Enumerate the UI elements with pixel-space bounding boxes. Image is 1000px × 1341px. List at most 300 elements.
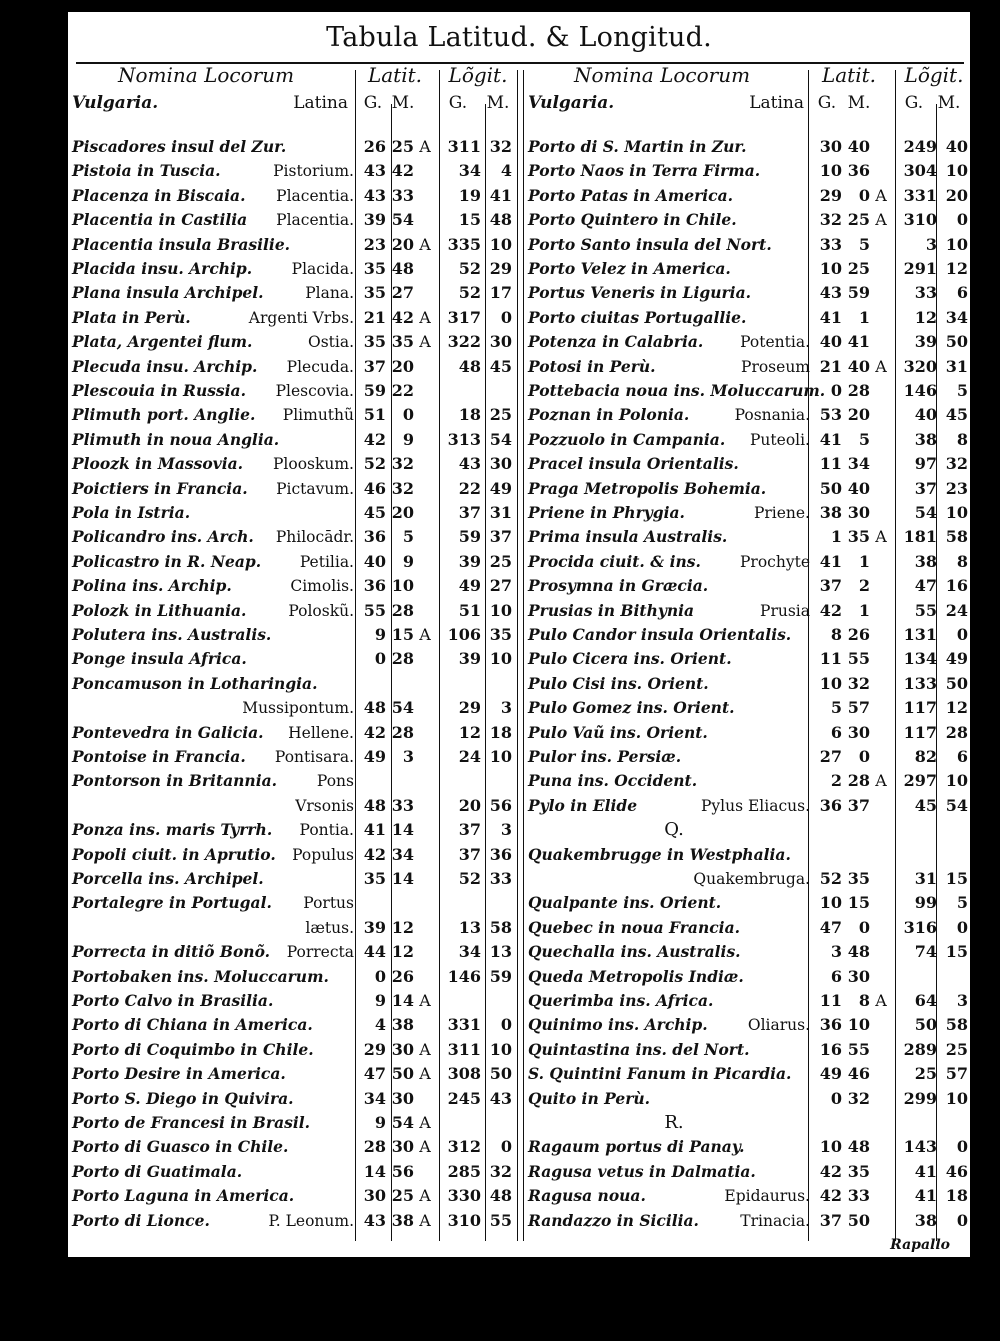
- latitude-minutes: 37: [847, 795, 870, 815]
- longitude-minutes: 10: [945, 771, 968, 791]
- latin-name: Posnania.: [734, 406, 810, 425]
- longitude-degrees: 304: [903, 161, 937, 181]
- latitude-minutes: 14: [391, 820, 414, 840]
- austral-mark: [414, 891, 436, 915]
- longitude-minutes: [484, 891, 512, 915]
- vulgar-name: Ponza ins. maris Tyrrh.: [72, 820, 273, 840]
- latin-name: Plooskum.: [272, 455, 354, 474]
- vulgar-name: Pulo Vaũ ins. Orient.: [528, 722, 708, 742]
- austral-mark: A: [875, 991, 887, 1010]
- latin-name: Mussipontum.: [242, 699, 354, 718]
- austral-mark: [870, 1013, 892, 1037]
- table-row: [524, 208, 970, 232]
- table-row: [524, 1038, 970, 1062]
- table-row: [68, 428, 518, 452]
- longitude-minutes: 58: [945, 527, 968, 547]
- longitude-minutes: 10: [489, 747, 512, 766]
- longitude-degrees: 39: [458, 551, 481, 571]
- latina-header-right: Latina: [749, 93, 804, 113]
- austral-mark: A: [419, 1137, 431, 1157]
- table-row: [68, 257, 518, 281]
- longitude-minutes: 4: [500, 161, 512, 181]
- latin-name: lætus.: [305, 918, 354, 937]
- longitude-minutes: 46: [945, 1161, 968, 1181]
- g-header-right-long: G.: [904, 93, 924, 113]
- latitude-minutes: 26: [391, 966, 414, 986]
- vulgar-name: Prima insula Australis.: [528, 527, 728, 547]
- vulgar-name: Querimba ins. Africa.: [528, 991, 714, 1010]
- latitude-degrees: 21: [363, 307, 386, 327]
- table-row: [68, 550, 518, 574]
- latitude-degrees: 29: [363, 1039, 386, 1059]
- longitude-minutes: 10: [945, 234, 968, 254]
- latin-name: [188, 1062, 354, 1086]
- latitude-degrees: 30: [363, 1186, 386, 1206]
- austral-mark: [870, 647, 892, 671]
- vulgar-name: Porto Naos in Terra Firma.: [528, 161, 761, 181]
- longitude-minutes: 25: [489, 405, 512, 425]
- latitude-degrees: 51: [363, 405, 386, 425]
- longitude-minutes: 32: [945, 454, 968, 474]
- latit-header-right: Latit.: [821, 63, 877, 87]
- latitude-minutes: 41: [847, 332, 870, 352]
- latin-name: Plescovia.: [275, 382, 354, 400]
- longitude-degrees: 47: [914, 576, 937, 596]
- latitude-degrees: 41: [819, 551, 842, 571]
- longitude-degrees: [897, 843, 937, 867]
- latitude-minutes: 0: [402, 405, 414, 425]
- latitude-minutes: 32: [391, 454, 414, 474]
- catchword: Rapallo: [890, 1237, 950, 1253]
- table-row: [68, 867, 518, 891]
- latitude-minutes: 35: [847, 527, 870, 547]
- vulgar-name: Pylo in Elide: [528, 795, 638, 815]
- table-row: [524, 403, 970, 427]
- latitude-degrees: 42: [363, 722, 386, 742]
- austral-mark: [414, 696, 436, 720]
- table-row: [68, 281, 518, 305]
- austral-mark: [414, 818, 436, 842]
- austral-mark: A: [875, 356, 887, 376]
- latitude-minutes: [386, 769, 414, 793]
- latitude-degrees: 35: [363, 869, 386, 888]
- m-header-right-long: M.: [937, 93, 961, 113]
- latin-name: Placida.: [291, 260, 354, 278]
- table-row: [68, 599, 518, 623]
- table-row: [524, 428, 970, 452]
- longitude-minutes: 0: [956, 210, 968, 230]
- longitude-degrees: 37: [914, 478, 937, 498]
- latitude-minutes: 59: [847, 283, 870, 303]
- latitude-degrees: [358, 891, 386, 915]
- latin-name: [644, 477, 810, 501]
- latin-name: Pylus Eliacus.: [700, 796, 810, 815]
- austral-mark: [414, 159, 436, 183]
- latin-name: [188, 1111, 354, 1135]
- latitude-minutes: 35: [847, 1161, 870, 1181]
- table-row: [524, 355, 970, 379]
- latitude-minutes: 30: [847, 966, 870, 986]
- longitude-degrees: 297: [903, 771, 937, 791]
- table-row: [524, 574, 970, 598]
- vulgar-name: Porto S. Diego in Quivira.: [72, 1088, 294, 1108]
- latin-name: [644, 769, 810, 793]
- vulgar-name: Polina ins. Archip.: [72, 576, 232, 596]
- table-row: [68, 1160, 518, 1184]
- longitude-degrees: 13: [458, 917, 481, 937]
- longitude-degrees: [441, 891, 481, 915]
- longitude-degrees: [441, 672, 481, 696]
- longitude-minutes: 6: [956, 747, 968, 766]
- austral-mark: [414, 574, 436, 598]
- latitude-minutes: 55: [847, 1039, 870, 1059]
- latin-name: [644, 696, 810, 720]
- latitude-degrees: 49: [819, 1064, 842, 1084]
- austral-mark: [870, 867, 892, 891]
- latin-name: Proseum: [741, 357, 810, 376]
- latitude-minutes: [386, 891, 414, 915]
- latin-name: [188, 233, 354, 257]
- austral-mark: [414, 745, 436, 769]
- longitude-degrees: 310: [903, 210, 937, 230]
- latin-name: Porrecta: [286, 943, 354, 962]
- longitude-minutes: 10: [489, 600, 512, 620]
- austral-mark: [870, 403, 892, 427]
- latitude-degrees: 10: [819, 673, 842, 693]
- longitude-minutes: 23: [945, 478, 968, 498]
- latin-name: Hellene.: [288, 723, 354, 742]
- vulgar-name: Quebec in noua Francia.: [528, 917, 741, 937]
- latitude-minutes: 20: [391, 356, 414, 376]
- latitude-minutes: 10: [391, 576, 414, 596]
- longitude-degrees: 313: [447, 429, 481, 449]
- latin-name: [188, 1013, 354, 1037]
- latitude-minutes: 50: [847, 1210, 870, 1230]
- latin-name: [188, 428, 354, 452]
- latitude-minutes: 42: [391, 307, 414, 327]
- vulgar-name: Porto ciuitas Portugallie.: [528, 307, 747, 327]
- latitude-degrees: 6: [830, 966, 842, 986]
- longitude-minutes: 41: [489, 185, 512, 205]
- latitude-degrees: 36: [363, 527, 386, 547]
- latitude-degrees: 27: [819, 747, 842, 766]
- table-row: [524, 184, 970, 208]
- latin-name: Philocādr.: [275, 528, 354, 547]
- latitude-minutes: 33: [391, 185, 414, 205]
- table-row: [524, 599, 970, 623]
- longitude-minutes: 10: [489, 1039, 512, 1059]
- latitude-minutes: 20: [391, 503, 414, 522]
- latitude-degrees: 35: [363, 259, 386, 278]
- latitude-minutes: 15: [847, 893, 870, 913]
- vulgar-name: Plimuth port. Anglie.: [72, 405, 256, 425]
- table-row: [524, 1160, 970, 1184]
- latitude-minutes: 55: [847, 649, 870, 669]
- section-letter: Q.: [664, 819, 684, 841]
- table-row: [68, 306, 518, 330]
- longitude-minutes: 25: [945, 1039, 968, 1059]
- latin-name: Pictavum.: [276, 479, 354, 498]
- latitude-minutes: 50: [391, 1064, 414, 1084]
- longitude-degrees: 43: [458, 454, 481, 474]
- vulgar-name: Poncamuson in Lotharingia.: [72, 673, 318, 693]
- table-row: [524, 1184, 970, 1208]
- latitude-minutes: 48: [847, 1137, 870, 1157]
- austral-mark: [414, 965, 436, 989]
- latitude-minutes: 0: [858, 185, 870, 205]
- table-row: [68, 794, 518, 818]
- longitude-degrees: 54: [914, 503, 937, 522]
- latitude-minutes: 35: [391, 332, 414, 352]
- latitude-minutes: 9: [402, 551, 414, 571]
- latin-name: [644, 916, 810, 940]
- austral-mark: [870, 501, 892, 525]
- longitude-degrees: 55: [914, 600, 937, 620]
- table-row: [524, 1209, 970, 1233]
- vulgar-name: Porto di S. Martin in Zur.: [528, 137, 747, 156]
- austral-mark: A: [875, 527, 887, 547]
- vulgar-name: Praga Metropolis Bohemia.: [528, 478, 767, 498]
- longitude-minutes: 17: [489, 283, 512, 303]
- latitude-minutes: 30: [391, 1088, 414, 1108]
- vulgar-name: Porrecta in ditiõ Bonõ.: [72, 942, 271, 962]
- austral-mark: A: [419, 234, 431, 254]
- latitude-minutes: 30: [847, 722, 870, 742]
- latitude-degrees: 23: [363, 234, 386, 254]
- latitude-degrees: 42: [819, 1186, 842, 1206]
- longitude-degrees: 51: [458, 600, 481, 620]
- table-row: [68, 891, 518, 915]
- latitude-degrees: 46: [363, 478, 386, 498]
- vulgar-name: Poictiers in Francia.: [72, 478, 248, 498]
- latitude-minutes: 56: [391, 1161, 414, 1181]
- latitude-minutes: 3: [402, 747, 414, 766]
- vulgar-name: Pulo Candor insula Orientalis.: [528, 625, 792, 644]
- longitude-minutes: 8: [956, 551, 968, 571]
- latitude-minutes: 34: [391, 844, 414, 864]
- latitude-minutes: 28: [391, 722, 414, 742]
- latitude-minutes: 40: [847, 478, 870, 498]
- latitude-degrees: 10: [819, 893, 842, 913]
- longitude-minutes: 43: [489, 1088, 512, 1108]
- table-row: [68, 818, 518, 842]
- table-row: [524, 916, 970, 940]
- table-row: [524, 867, 970, 891]
- latin-name: Prusia: [760, 601, 810, 620]
- latitude-degrees: 52: [819, 869, 842, 888]
- table-row: [68, 672, 518, 696]
- longitude-degrees: 52: [458, 259, 481, 278]
- latin-name: Pontisara.: [274, 748, 354, 766]
- austral-mark: [414, 794, 436, 818]
- latin-name: [644, 379, 810, 403]
- table-row: [68, 1111, 518, 1135]
- latitude-degrees: 40: [363, 551, 386, 571]
- longitude-minutes: 10: [489, 234, 512, 254]
- latitude-minutes: 32: [847, 673, 870, 693]
- table-row: [524, 1111, 970, 1135]
- austral-mark: A: [875, 771, 887, 791]
- longitude-degrees: 82: [914, 747, 937, 766]
- longitude-minutes: [484, 672, 512, 696]
- austral-mark: [870, 672, 892, 696]
- longitude-minutes: 32: [489, 137, 512, 156]
- latin-name: Plimuthũ: [282, 406, 354, 425]
- latitude-degrees: 10: [819, 1137, 842, 1157]
- austral-mark: [870, 477, 892, 501]
- longitude-degrees: 33: [914, 283, 937, 303]
- latitude-degrees: 43: [363, 1210, 386, 1230]
- vulgar-name: Pontevedra in Galicia.: [72, 722, 264, 742]
- latitude-degrees: 0: [830, 1088, 842, 1108]
- table-row: [68, 379, 518, 403]
- longitude-degrees: 20: [458, 795, 481, 815]
- longitude-degrees: 330: [447, 1186, 481, 1206]
- latitude-minutes: 33: [847, 1186, 870, 1206]
- latitude-minutes: 25: [847, 210, 870, 230]
- table-row: [524, 379, 970, 403]
- latin-name: [644, 159, 810, 183]
- table-row: [68, 184, 518, 208]
- longitude-minutes: 15: [945, 869, 968, 888]
- austral-mark: [414, 647, 436, 671]
- latitude-minutes: 0: [858, 747, 870, 766]
- longitude-degrees: 308: [447, 1064, 481, 1084]
- austral-mark: [414, 843, 436, 867]
- longitude-degrees: 249: [903, 137, 937, 156]
- vulgar-name: Quito in Perù.: [528, 1088, 651, 1108]
- book-page: [68, 12, 970, 1257]
- latitude-minutes: 5: [402, 527, 414, 547]
- vulgar-name: Porto Quintero in Chile.: [528, 210, 737, 230]
- longitude-degrees: 15: [458, 210, 481, 230]
- latin-name: [644, 1135, 810, 1159]
- vulgar-name: Pracel insula Orientalis.: [528, 454, 739, 474]
- austral-mark: A: [419, 1210, 431, 1230]
- latitude-minutes: 38: [391, 1210, 414, 1230]
- table-row: [524, 452, 970, 476]
- page-title: Tabula Latitud. & Longitud.: [326, 22, 712, 53]
- latin-name: [188, 1184, 354, 1208]
- latin-name: Poloskũ.: [288, 601, 354, 620]
- austral-mark: [414, 257, 436, 281]
- latitude-degrees: 4: [374, 1015, 386, 1035]
- table-row: [68, 623, 518, 647]
- latitude-minutes: 36: [847, 161, 870, 181]
- vulgar-name: Randazzo in Sicilia.: [528, 1210, 699, 1230]
- latin-name: [644, 574, 810, 598]
- longitude-degrees: 143: [903, 1137, 937, 1157]
- longitude-minutes: [484, 1111, 512, 1135]
- table-row: [524, 281, 970, 305]
- latitude-degrees: 42: [363, 844, 386, 864]
- latitude-degrees: 39: [363, 210, 386, 230]
- table-row: [524, 745, 970, 769]
- longitude-minutes: 54: [945, 795, 968, 815]
- latin-name: Placentia.: [276, 211, 354, 230]
- longitude-minutes: [940, 965, 968, 989]
- vulgar-name: Plecuda insu. Archip.: [72, 356, 258, 376]
- vulgar-name: Porcella ins. Archipel.: [72, 869, 264, 888]
- nomina-header-right: Nomina Locorum: [574, 63, 751, 87]
- longitude-minutes: 16: [945, 576, 968, 596]
- latitude-minutes: 54: [391, 698, 414, 718]
- latin-name: [644, 721, 810, 745]
- latitude-minutes: 33: [391, 795, 414, 815]
- longitude-degrees: 38: [914, 551, 937, 571]
- vulgar-name: Ponge insula Africa.: [72, 649, 247, 669]
- table-row: [524, 891, 970, 915]
- austral-mark: [414, 379, 436, 403]
- latitude-degrees: 55: [363, 600, 386, 620]
- austral-mark: [870, 1062, 892, 1086]
- vulgar-name: Pola in Istria.: [72, 503, 191, 522]
- longitude-minutes: [484, 379, 512, 403]
- longitude-degrees: 134: [903, 649, 937, 669]
- table-row: [524, 159, 970, 183]
- longitude-minutes: 5: [956, 893, 968, 913]
- latin-name: [644, 843, 810, 867]
- latitude-degrees: 43: [363, 161, 386, 181]
- austral-mark: [414, 525, 436, 549]
- longitude-minutes: 55: [489, 1210, 512, 1230]
- latin-name: Potentia.: [740, 333, 810, 352]
- table-row: [68, 1184, 518, 1208]
- latitude-minutes: 20: [391, 234, 414, 254]
- vulgar-name: Plimuth in noua Anglia.: [72, 429, 280, 449]
- longitude-degrees: 37: [458, 820, 481, 840]
- longitude-minutes: [484, 989, 512, 1013]
- latin-name: [188, 623, 354, 647]
- latin-name: [188, 1135, 354, 1159]
- section-letter: R.: [664, 1112, 684, 1133]
- table-row: [68, 1087, 518, 1111]
- longitude-degrees: 331: [903, 185, 937, 205]
- table-row: [68, 1135, 518, 1159]
- table-row: [68, 1038, 518, 1062]
- latitude-degrees: 41: [363, 820, 386, 840]
- latitude-minutes: 54: [391, 210, 414, 230]
- vulgar-name: Placentia in Castilia: [72, 210, 248, 230]
- vulgar-name: Pontorson in Britannia.: [72, 771, 278, 791]
- austral-mark: A: [419, 137, 431, 156]
- vulgar-name: Porto di Chiana in America.: [72, 1015, 313, 1035]
- longitude-degrees: 299: [903, 1088, 937, 1108]
- table-row: [68, 1209, 518, 1233]
- austral-mark: [870, 965, 892, 989]
- longitude-minutes: 30: [489, 332, 512, 352]
- vulgar-name: Plescouia in Russia.: [72, 381, 246, 400]
- austral-mark: A: [419, 991, 431, 1010]
- longitude-degrees: 285: [447, 1161, 481, 1181]
- longitude-minutes: 0: [500, 307, 512, 327]
- austral-mark: [870, 1038, 892, 1062]
- longitude-minutes: 45: [489, 356, 512, 376]
- longitude-degrees: 317: [447, 307, 481, 327]
- longitude-degrees: 50: [914, 1015, 937, 1035]
- longitude-degrees: 48: [458, 356, 481, 376]
- table-row: [524, 330, 970, 354]
- vulgar-name: Pulor ins. Persiæ.: [528, 747, 682, 766]
- longitude-degrees: 25: [914, 1064, 937, 1084]
- vulgar-name: Policastro in R. Neap.: [72, 551, 262, 571]
- latitude-minutes: 42: [391, 161, 414, 181]
- vulgar-name: Popoli ciuit. in Aprutio.: [72, 844, 276, 864]
- table-row: [68, 916, 518, 940]
- latitude-degrees: 29: [819, 185, 842, 205]
- latitude-degrees: [358, 769, 386, 793]
- table-row: [524, 1062, 970, 1086]
